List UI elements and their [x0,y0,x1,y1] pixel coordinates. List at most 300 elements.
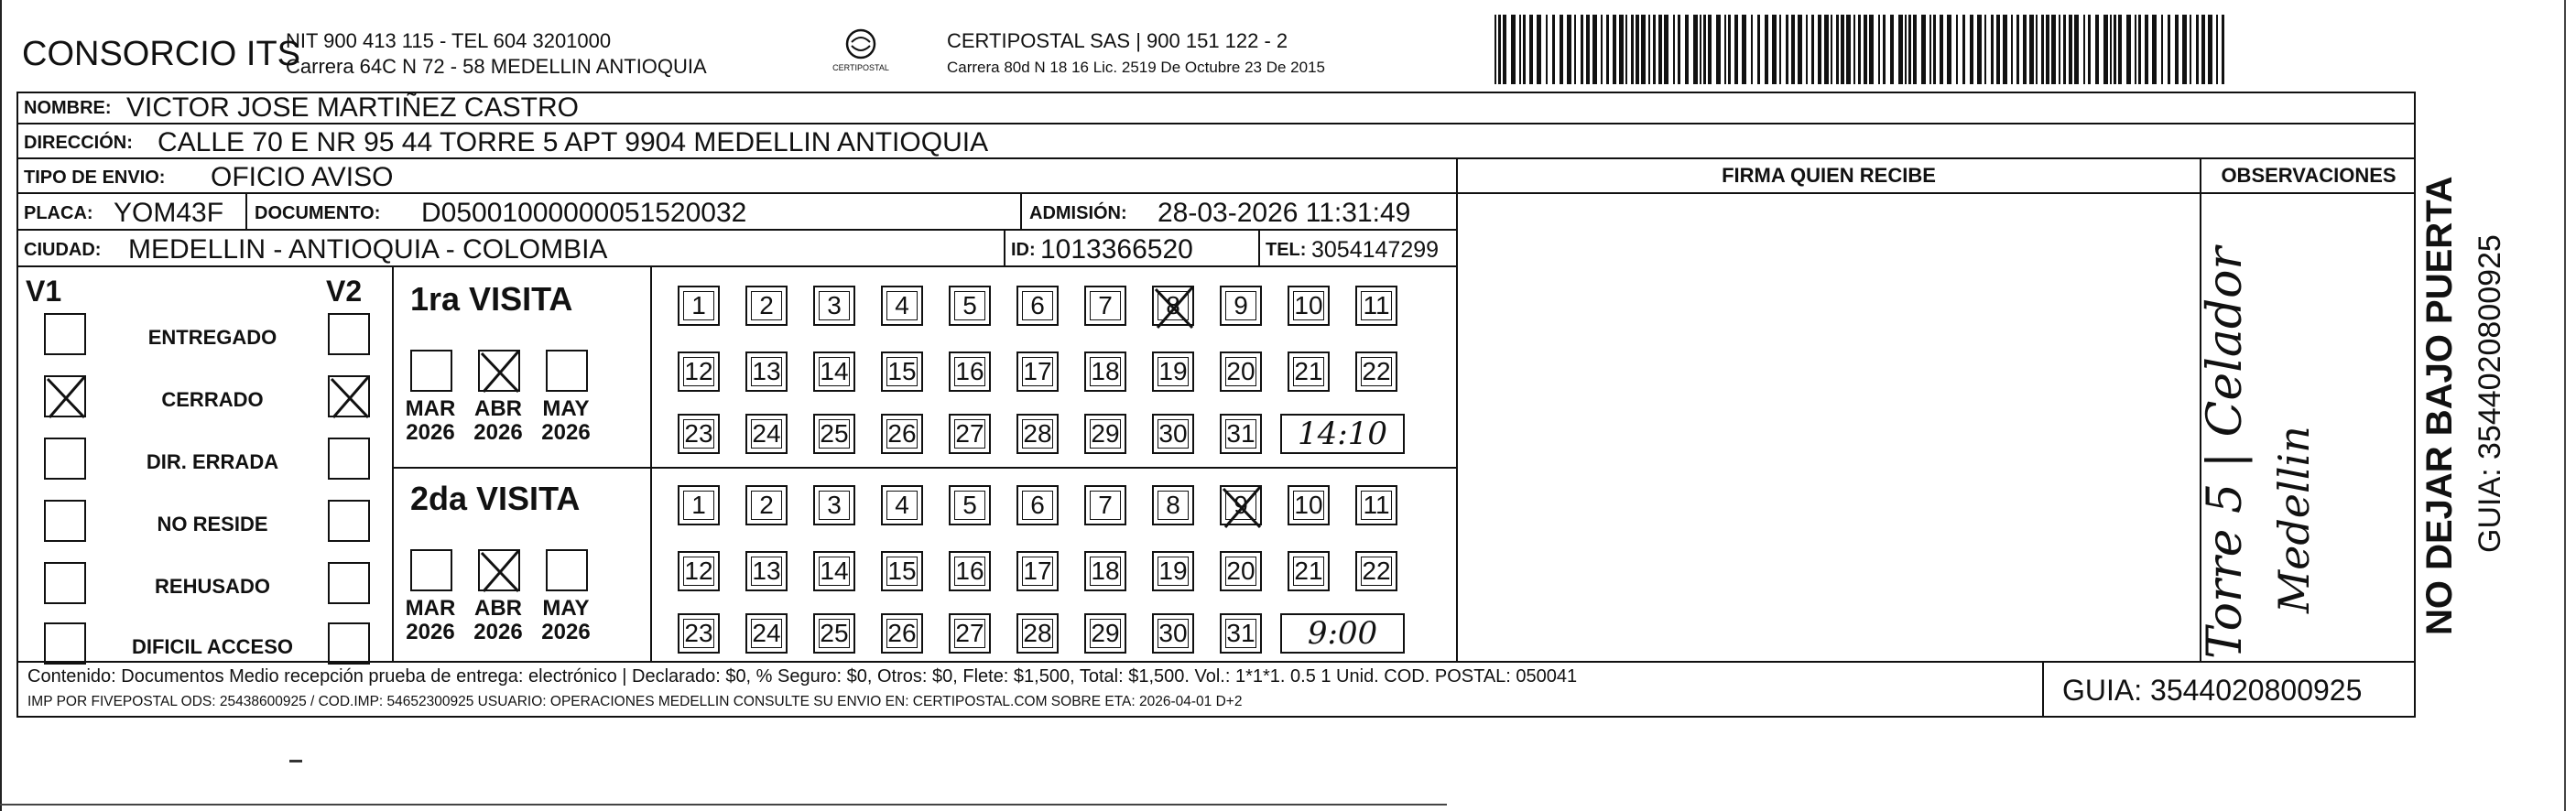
handwritten-line1: Torre 5 | Celador [2198,246,2253,659]
day-box[interactable] [1220,485,1262,525]
day-number: 19 [1158,557,1188,585]
barcode-bar [1613,15,1616,84]
barcode-bar [1636,15,1639,84]
day-number: 1 [691,491,706,519]
v1-checkbox[interactable] [44,438,86,480]
barcode-bar [1864,15,1867,84]
day-box[interactable] [813,551,855,591]
barcode-bar [1728,15,1731,84]
day-number: 2 [759,291,774,319]
footer-imp: IMP POR FIVEPOSTAL ODS: 25438600925 / COD.IMP: 54652300925 USUARIO: OPERACIONES MEDELLIN CONSULTE SU ENVIO EN: CERTIPOSTAL.COM SOBRE ETA: 2026-04-01 D+2 [27,694,1243,709]
day-box[interactable] [745,351,788,392]
status-divider [392,267,394,661]
day-box[interactable] [881,551,923,591]
handwritten-observation [2198,247,2253,659]
month-label [471,597,526,645]
visit-time-box[interactable] [1280,414,1405,454]
day-number: 20 [1226,357,1255,385]
barcode-bar [2103,15,2108,84]
barcode-bar [1734,15,1738,84]
x-mark [476,346,526,397]
visit-time-box[interactable] [1280,613,1405,654]
day-box[interactable] [745,414,788,454]
barcode-bar [2083,15,2085,84]
day-box[interactable] [1152,551,1194,591]
day-number: 20 [1226,557,1255,585]
barcode-bar [1962,15,1965,84]
placa-value: YOM43F [114,198,224,228]
id-label: ID: [1011,240,1036,260]
barcode-bar [1883,15,1886,84]
barcode-bar [2222,15,2224,84]
day-number: 14 [820,557,849,585]
day-box[interactable] [1084,485,1126,525]
barcode-bar [1619,15,1624,84]
day-number: 28 [1023,419,1052,448]
month-checkbox[interactable] [478,350,520,392]
nombre-label: NOMBRE: [24,98,112,118]
barcode-bar [1824,15,1829,84]
barcode-bar [1970,15,1973,84]
day-box[interactable] [1220,351,1262,392]
v1-checkbox[interactable] [44,622,86,665]
day-number: 22 [1362,357,1391,385]
barcode-bar [2161,15,2163,84]
day-box[interactable] [678,613,720,654]
day-box[interactable] [1016,414,1059,454]
v2-checkbox[interactable] [328,500,370,542]
day-box[interactable] [881,286,923,326]
barcode-bar [1806,15,1808,84]
barcode-bar [1947,15,1951,84]
barcode-bar [1648,15,1650,84]
day-number: 19 [1158,357,1188,385]
documento-value: D05001000000051520032 [421,198,747,228]
barcode-bar [2201,15,2205,84]
barcode-bar [2036,15,2038,84]
day-box[interactable] [1016,485,1059,525]
barcode-bar [2074,15,2079,84]
barcode-bar [1996,15,2000,84]
barcode-bar [2041,15,2044,84]
day-number: 3 [827,291,842,319]
barcode-bar [2196,15,2199,84]
day-box[interactable] [881,351,923,392]
no-dejar-bajo-puerta: NO DEJAR BAJO PUERTA [2419,176,2460,635]
v1-checkbox[interactable] [44,313,86,355]
day-number: 6 [1030,491,1045,519]
barcode-bar [1933,15,1936,84]
barcode-bar [1495,15,1496,84]
day-box[interactable] [881,613,923,654]
barcode-bar [1685,15,1689,84]
barcode-bar [1853,15,1855,84]
courier-license: Carrera 80d N 18 16 Lic. 2519 De Octubre 23 De 2015 [947,59,1325,76]
barcode-bar [1818,15,1821,84]
barcode-bar [1724,15,1726,84]
direccion-label: DIRECCIÓN: [24,133,133,153]
day-box[interactable] [1220,551,1262,591]
company-address: Carrera 64C N 72 - 58 MEDELLIN ANTIOQUIA [286,55,707,78]
day-box[interactable] [813,485,855,525]
month-year: 2026 [541,420,591,446]
barcode-bar [1529,15,1533,84]
day-box[interactable] [881,485,923,525]
barcode-bar [1831,15,1832,84]
barcode-bar [2126,15,2131,84]
day-number: 7 [1098,291,1113,319]
day-box[interactable] [678,414,720,454]
month-name: MAR [405,396,456,421]
day-box[interactable] [1220,613,1262,654]
barcode-bar [1586,15,1590,84]
scan-edge-bottom [0,804,1447,806]
barcode-bar [2114,15,2116,84]
nombre-value: VICTOR JOSE MARTIÑEZ CASTRO [126,92,579,123]
visit-title: 2da VISITA [410,480,581,517]
day-number: 12 [684,557,713,585]
barcode-bar [2216,15,2218,84]
v2-checkbox[interactable] [328,375,370,417]
day-box[interactable] [1084,414,1126,454]
day-number: 18 [1091,557,1120,585]
day-number: 30 [1158,419,1188,448]
day-box[interactable] [1152,351,1194,392]
barcode-bar [2063,15,2066,84]
barcode-bar [1991,15,1994,84]
day-box[interactable] [949,286,991,326]
obs-label: OBSERVACIONES [2221,164,2397,187]
day-box[interactable] [1152,613,1194,654]
id-divider [1004,231,1005,265]
day-box[interactable] [1220,286,1262,326]
day-box[interactable] [745,613,788,654]
barcode-bar [2182,15,2187,84]
day-number: 8 [1166,491,1180,519]
barcode-bar [2029,15,2034,84]
ciudad-row [18,231,1458,267]
day-box[interactable] [1288,286,1330,326]
day-box[interactable] [745,485,788,525]
barcode-bar [2110,15,2112,84]
barcode-bar [2003,15,2007,84]
day-box[interactable] [1016,613,1059,654]
barcode-bar [1890,15,1894,84]
v2-checkbox[interactable] [328,438,370,480]
day-box[interactable] [1084,551,1126,591]
id-value: 1013366520 [1040,234,1193,265]
day-box[interactable] [1355,286,1397,326]
barcode-bar [1653,15,1656,84]
day-box[interactable] [1288,551,1330,591]
scan-edge-left [0,0,2,811]
barcode-bar [1641,15,1646,84]
admision-label: ADMISIÓN: [1029,203,1127,223]
status-label: DIFICIL ACCESO [131,635,293,658]
barcode-bar [1905,15,1907,84]
day-box[interactable] [813,613,855,654]
barcode-bar [1693,15,1698,84]
day-number: 23 [684,419,713,448]
direccion-row [18,124,2416,159]
day-number: 29 [1091,419,1120,448]
day-number: 26 [887,619,917,647]
barcode-bar [1631,15,1634,84]
courier-name: CERTIPOSTAL SAS | 900 151 122 - 2 [947,29,1288,52]
firma-header [1458,159,2200,194]
tel-divider [1258,231,1260,265]
barcode-bar [1869,15,1874,84]
x-mark [326,372,375,423]
barcode-bar [1836,15,1839,84]
barcode-bar [2118,15,2122,84]
day-box[interactable] [1220,414,1262,454]
placa-row [18,194,1458,231]
status-label: CERRADO [161,388,264,411]
barcode-bar [2069,15,2072,84]
barcode-bar [1898,15,1903,84]
day-number: 4 [895,491,909,519]
day-number: 24 [752,419,781,448]
barcode-bar [1811,15,1814,84]
day-box[interactable] [1355,351,1397,392]
day-number: 13 [752,557,781,585]
barcode-bar [1658,15,1662,84]
month-year: 2026 [406,420,455,446]
month-year: 2026 [473,620,523,645]
day-number: 7 [1098,491,1113,519]
day-number: 4 [895,291,909,319]
tel-value: 3054147299 [1311,237,1440,263]
barcode-bar [2138,15,2141,84]
barcode-bar [1984,15,1986,84]
day-number: 10 [1294,291,1323,319]
barcode-bar [1581,15,1583,84]
barcode-bar [1537,15,1541,84]
barcode-bar [1625,15,1627,84]
visit-time: 9:00 [1307,615,1378,652]
v1-checkbox[interactable] [44,375,86,417]
month-checkbox[interactable] [546,350,588,392]
barcode-bar [2059,15,2060,84]
day-number: 31 [1226,419,1255,448]
day-box[interactable] [1152,485,1194,525]
day-box[interactable] [678,551,720,591]
day-number: 24 [752,619,781,647]
day-box[interactable] [813,351,855,392]
day-box[interactable] [1288,351,1330,392]
direccion-value: CALLE 70 E NR 95 44 TORRE 5 APT 9904 MEDELLIN ANTIOQUIA [158,127,989,157]
barcode-bar [1765,15,1768,84]
day-box[interactable] [678,485,720,525]
company-nit: NIT 900 413 115 - TEL 604 3201000 [286,29,612,52]
month-checkbox[interactable] [410,350,452,392]
status-label: NO RESIDE [157,513,268,535]
v2-checkbox[interactable] [328,622,370,665]
day-box[interactable] [745,286,788,326]
day-number: 28 [1023,619,1052,647]
day-box[interactable] [813,286,855,326]
barcode-bar [1664,15,1668,84]
barcode-bar [2135,15,2136,84]
day-number: 31 [1226,619,1255,647]
day-box[interactable] [1084,286,1126,326]
day-number: 27 [955,419,984,448]
admision-divider [1020,194,1022,229]
v1-checkbox[interactable] [44,500,86,542]
day-box[interactable] [1016,551,1059,591]
firma-label: FIRMA QUIEN RECIBE [1722,164,1936,187]
barcode-bar [1708,15,1712,84]
barcode-bar [1791,15,1795,84]
day-number: 13 [752,357,781,385]
tipo-value: OFICIO AVISO [211,162,394,192]
status-label: DIR. ERRADA [146,450,279,473]
barcode-bar [2168,15,2170,84]
day-box[interactable] [678,351,720,392]
day-number: 11 [1363,291,1390,319]
month-name: ABR [474,596,522,621]
barcode-bar [1940,15,1943,84]
barcode-bar [1546,15,1548,84]
day-number: 16 [955,557,984,585]
day-number: 12 [684,357,713,385]
day-box[interactable] [949,613,991,654]
month-checkbox[interactable] [410,549,452,591]
month-checkbox[interactable] [546,549,588,591]
barcode-bar [1786,15,1788,84]
day-box[interactable] [1152,414,1194,454]
month-year: 2026 [406,620,455,645]
footer-guia: GUIA: 3544020800925 [2062,674,2363,707]
barcode-bar [2190,15,2191,84]
day-number: 18 [1091,357,1120,385]
visit-time: 14:10 [1298,416,1387,452]
day-number: 8 [1166,291,1180,319]
barcode-bar [1956,15,1958,84]
day-box[interactable] [1152,286,1194,326]
scan-speck [289,760,302,762]
barcode-bar [1779,15,1781,84]
day-box[interactable] [813,414,855,454]
status-label: REHUSADO [155,575,270,598]
nombre-row [18,92,2416,124]
day-box[interactable] [1355,485,1397,525]
v2-checkbox[interactable] [328,313,370,355]
barcode-bar [1921,15,1926,84]
barcode-bar [2011,15,2013,84]
ciudad-label: CIUDAD: [24,240,102,260]
month-year: 2026 [541,620,591,645]
footer-divider [16,661,2416,663]
x-mark [42,372,92,423]
documento-label: DOCUMENTO: [255,203,381,223]
barcode-bar [1552,15,1555,84]
barcode-bar [1606,15,1609,84]
day-number: 15 [887,557,917,585]
day-box[interactable] [1084,351,1126,392]
barcode-bar [1858,15,1861,84]
barcode-bar [2095,15,2099,84]
visit-separator [394,467,1456,469]
barcode-bar [1574,15,1576,84]
day-box[interactable] [949,414,991,454]
barcode-bar [1757,15,1760,84]
month-checkbox[interactable] [478,549,520,591]
day-number: 29 [1091,619,1120,647]
barcode-bar [2023,15,2027,84]
handwritten-observation-2 [2269,426,2319,613]
day-box[interactable] [1016,286,1059,326]
day-number: 2 [759,491,774,519]
day-box[interactable] [678,286,720,326]
day-number: 17 [1023,557,1052,585]
day-box[interactable] [1016,351,1059,392]
footer-guia-divider [2042,663,2044,718]
month-label [403,397,458,446]
placa-divider [245,194,247,229]
day-number: 27 [955,619,984,647]
placa-label: PLACA: [24,203,93,223]
barcode-bar [2016,15,2019,84]
barcode-bar [1678,15,1680,84]
month-year: 2026 [473,420,523,446]
day-number: 3 [827,491,842,519]
day-box[interactable] [881,414,923,454]
barcode-bar [1523,15,1526,84]
day-box[interactable] [745,551,788,591]
day-box[interactable] [949,485,991,525]
day-number: 26 [887,419,917,448]
day-number: 15 [887,357,917,385]
month-name: MAY [542,396,590,421]
day-box[interactable] [1084,613,1126,654]
month-label [538,597,593,645]
day-number: 9 [1234,491,1248,519]
day-box[interactable] [949,551,991,591]
barcode-bar [1503,15,1506,84]
day-box[interactable] [1288,485,1330,525]
day-number: 16 [955,357,984,385]
barcode-bar [1913,15,1917,84]
barcode-bar [1841,15,1844,84]
month-label [538,397,593,446]
v2-checkbox[interactable] [328,562,370,604]
barcode-bar [2051,15,2056,84]
barcode-bar [1700,15,1701,84]
day-number: 10 [1294,491,1323,519]
scan-edge-right [2564,0,2566,811]
barcode-bar [2152,15,2157,84]
month-label [403,597,458,645]
day-number: 25 [820,619,849,647]
tipo-label: TIPO DE ENVIO: [24,168,166,188]
ciudad-value: MEDELLIN - ANTIOQUIA - COLOMBIA [128,234,608,265]
barcode-bar [1673,15,1675,84]
day-number: 14 [820,357,849,385]
v1-checkbox[interactable] [44,562,86,604]
day-box[interactable] [1355,551,1397,591]
barcode-bar [1878,15,1880,84]
tel-label: TEL: [1266,240,1307,260]
handwritten-line2: Medellin [2269,426,2319,613]
v2-label: V2 [326,275,363,308]
barcode-bar [1977,15,1982,84]
barcode-bar [1560,15,1563,84]
month-name: MAY [542,596,590,621]
barcode-bar [2208,15,2212,84]
day-box[interactable] [949,351,991,392]
